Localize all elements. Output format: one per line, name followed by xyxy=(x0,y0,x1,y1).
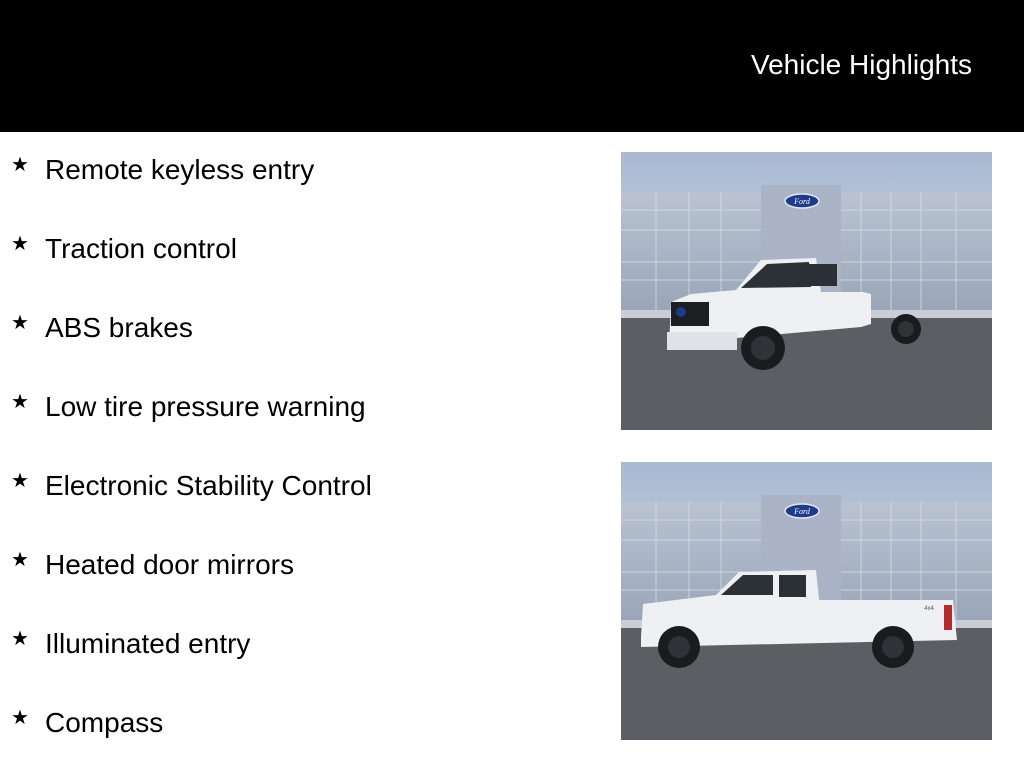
feature-label: Heated door mirrors xyxy=(45,549,294,580)
svg-text:Ford: Ford xyxy=(794,197,810,206)
star-icon: ★ xyxy=(11,389,29,413)
star-icon: ★ xyxy=(11,547,29,571)
svg-text:4x4: 4x4 xyxy=(924,606,934,612)
header-bar xyxy=(0,0,1024,132)
vehicle-photo-side-profile[interactable] xyxy=(621,462,992,740)
feature-label: Traction control xyxy=(45,233,237,264)
vehicle-photo-front-three-quarter[interactable] xyxy=(621,152,992,430)
star-icon: ★ xyxy=(11,626,29,650)
star-icon: ★ xyxy=(11,468,29,492)
star-icon: ★ xyxy=(11,310,29,334)
star-icon: ★ xyxy=(11,231,29,255)
feature-label: Compass xyxy=(45,707,164,738)
feature-label: ABS brakes xyxy=(45,312,193,343)
star-icon: ★ xyxy=(11,705,29,729)
feature-label: Low tire pressure warning xyxy=(45,391,366,422)
svg-text:Ford: Ford xyxy=(794,507,810,516)
feature-label: Remote keyless entry xyxy=(45,154,315,185)
star-icon: ★ xyxy=(11,152,29,176)
feature-label: Electronic Stability Control xyxy=(45,470,372,501)
feature-label: Illuminated entry xyxy=(45,628,251,659)
page-title: Vehicle Highlights xyxy=(750,49,972,80)
